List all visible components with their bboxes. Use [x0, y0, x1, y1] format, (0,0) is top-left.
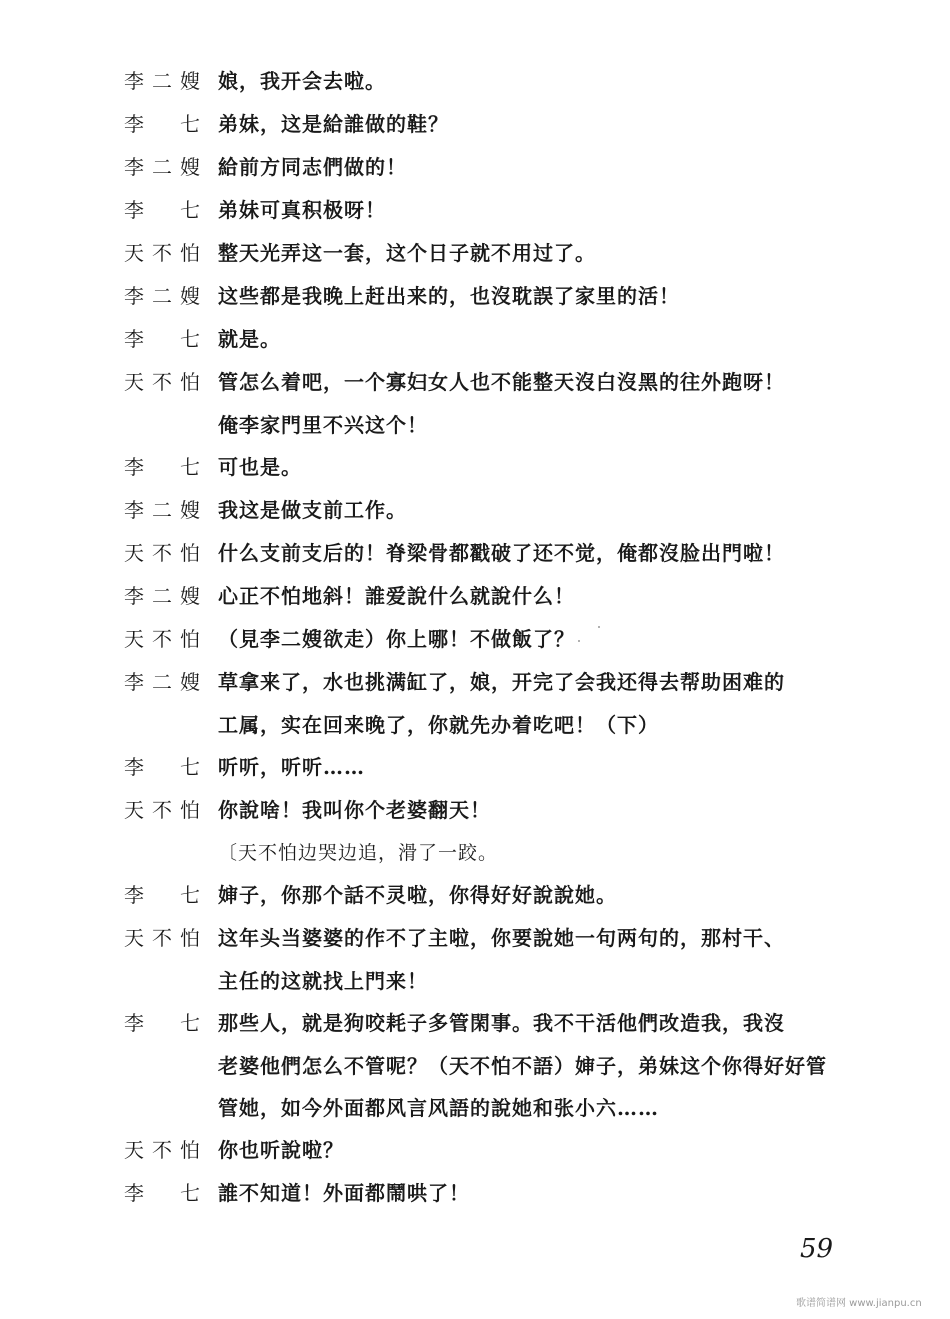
page-number: 59	[800, 1234, 834, 1264]
speaker-name: 李 七	[124, 198, 200, 222]
dialogue-line: 这年头当婆婆的作不了主啦，你要說她一句两句的，那村干、	[218, 926, 785, 950]
dialogue-line: 婶子，你那个話不灵啦，你得好好說說她。	[218, 883, 617, 907]
dialogue-line: 俺李家門里不兴这个！	[218, 413, 428, 437]
speaker-name: 李 七	[124, 1011, 200, 1035]
speaker-name: 李二嫂	[124, 584, 200, 608]
dialogue-line: 这些都是我晚上赶出来的，也沒耽誤了家里的活！	[218, 284, 680, 308]
dialogue-row	[0, 363, 950, 406]
dialogue-line: 主任的这就找上門来！	[218, 969, 428, 993]
dialogue-row	[0, 448, 950, 491]
dialogue-row	[0, 1089, 950, 1131]
dialogue-row	[0, 663, 950, 706]
speaker-name: 天不怕	[124, 1138, 200, 1162]
dialogue-row	[0, 1174, 950, 1217]
dialogue-line: 整天光弄这一套，这个日子就不用过了。	[218, 241, 596, 265]
speaker-name: 天不怕	[124, 370, 200, 394]
dialogue-row	[0, 706, 950, 748]
scan-speck	[578, 640, 580, 642]
dialogue-row	[0, 876, 950, 919]
scan-speck	[598, 626, 600, 628]
dialogue-row	[0, 234, 950, 277]
dialogue-row	[0, 491, 950, 534]
speaker-name: 李二嫂	[124, 69, 200, 93]
dialogue-row	[0, 620, 950, 663]
speaker-name: 李 七	[124, 327, 200, 351]
watermark: 歌谱简谱网 www.jianpu.cn	[796, 1298, 922, 1309]
dialogue-row	[0, 105, 950, 148]
dialogue-row	[0, 962, 950, 1004]
dialogue-line: 你也听說啦？	[218, 1138, 344, 1162]
speaker-name: 天不怕	[124, 627, 200, 651]
speaker-name: 李二嫂	[124, 498, 200, 522]
dialogue-line: 听听，听听……	[218, 755, 365, 779]
speaker-name: 李二嫂	[124, 155, 200, 179]
dialogue-row	[0, 320, 950, 363]
dialogue-line: 可也是。	[218, 455, 302, 479]
dialogue-line: 我这是做支前工作。	[218, 498, 407, 522]
dialogue-row	[0, 191, 950, 234]
speaker-name: 李 七	[124, 755, 200, 779]
dialogue-line: 弟妹可真积极呀！	[218, 198, 386, 222]
speaker-name: 李 七	[124, 883, 200, 907]
dialogue-row	[0, 148, 950, 191]
dialogue-line: 你說啥！我叫你个老婆翻天！	[218, 798, 491, 822]
dialogue-line: 就是。	[218, 327, 281, 351]
dialogue-line: 那些人，就是狗咬耗子多管閑事。我不干活他們改造我，我沒	[218, 1011, 785, 1035]
speaker-name: 李 七	[124, 112, 200, 136]
dialogue-line: 草拿来了，水也挑满缸了，娘，开完了会我还得去帮助困难的	[218, 670, 785, 694]
dialogue-row	[0, 748, 950, 791]
dialogue-row	[0, 62, 950, 105]
dialogue-line: 工属，实在回来晚了，你就先办着吃吧！（下）	[218, 713, 659, 737]
speaker-name: 李 七	[124, 1181, 200, 1205]
stage-direction: 〔天不怕边哭边追，滑了一跤。	[218, 842, 499, 864]
dialogue-row	[0, 834, 950, 876]
dialogue-row	[0, 277, 950, 320]
dialogue-row	[0, 534, 950, 577]
dialogue-line: （見李二嫂欲走）你上哪！不做飯了？	[218, 627, 575, 651]
dialogue-line: 老婆他們怎么不管呢？（天不怕不語）婶子，弟妹这个你得好好管	[218, 1054, 827, 1078]
dialogue-row	[0, 919, 950, 962]
dialogue-row	[0, 1004, 950, 1047]
speaker-name: 李二嫂	[124, 284, 200, 308]
dialogue-line: 心正不怕地斜！誰爱說什么就說什么！	[218, 584, 575, 608]
dialogue-line: 管怎么着吧，一个寡妇女人也不能整天沒白沒黑的往外跑呀！	[218, 370, 785, 394]
dialogue-line: 什么支前支后的！脊梁骨都戳破了还不觉，俺都沒脸出門啦！	[218, 541, 785, 565]
speaker-name: 李 七	[124, 455, 200, 479]
dialogue-line: 誰不知道！外面都鬧哄了！	[218, 1181, 470, 1205]
dialogue-row	[0, 791, 950, 834]
script-body	[0, 62, 950, 1217]
dialogue-line: 給前方同志們做的！	[218, 155, 407, 179]
speaker-name: 李二嫂	[124, 670, 200, 694]
dialogue-line: 弟妹，这是給誰做的鞋？	[218, 112, 449, 136]
speaker-name: 天不怕	[124, 798, 200, 822]
dialogue-row	[0, 1131, 950, 1174]
dialogue-row	[0, 406, 950, 448]
speaker-name: 天不怕	[124, 926, 200, 950]
dialogue-line: 娘，我开会去啦。	[218, 69, 386, 93]
speaker-name: 天不怕	[124, 541, 200, 565]
speaker-name: 天不怕	[124, 241, 200, 265]
dialogue-row	[0, 1047, 950, 1089]
dialogue-row	[0, 577, 950, 620]
dialogue-line: 管她，如今外面都风言风語的說她和张小六……	[218, 1096, 659, 1120]
